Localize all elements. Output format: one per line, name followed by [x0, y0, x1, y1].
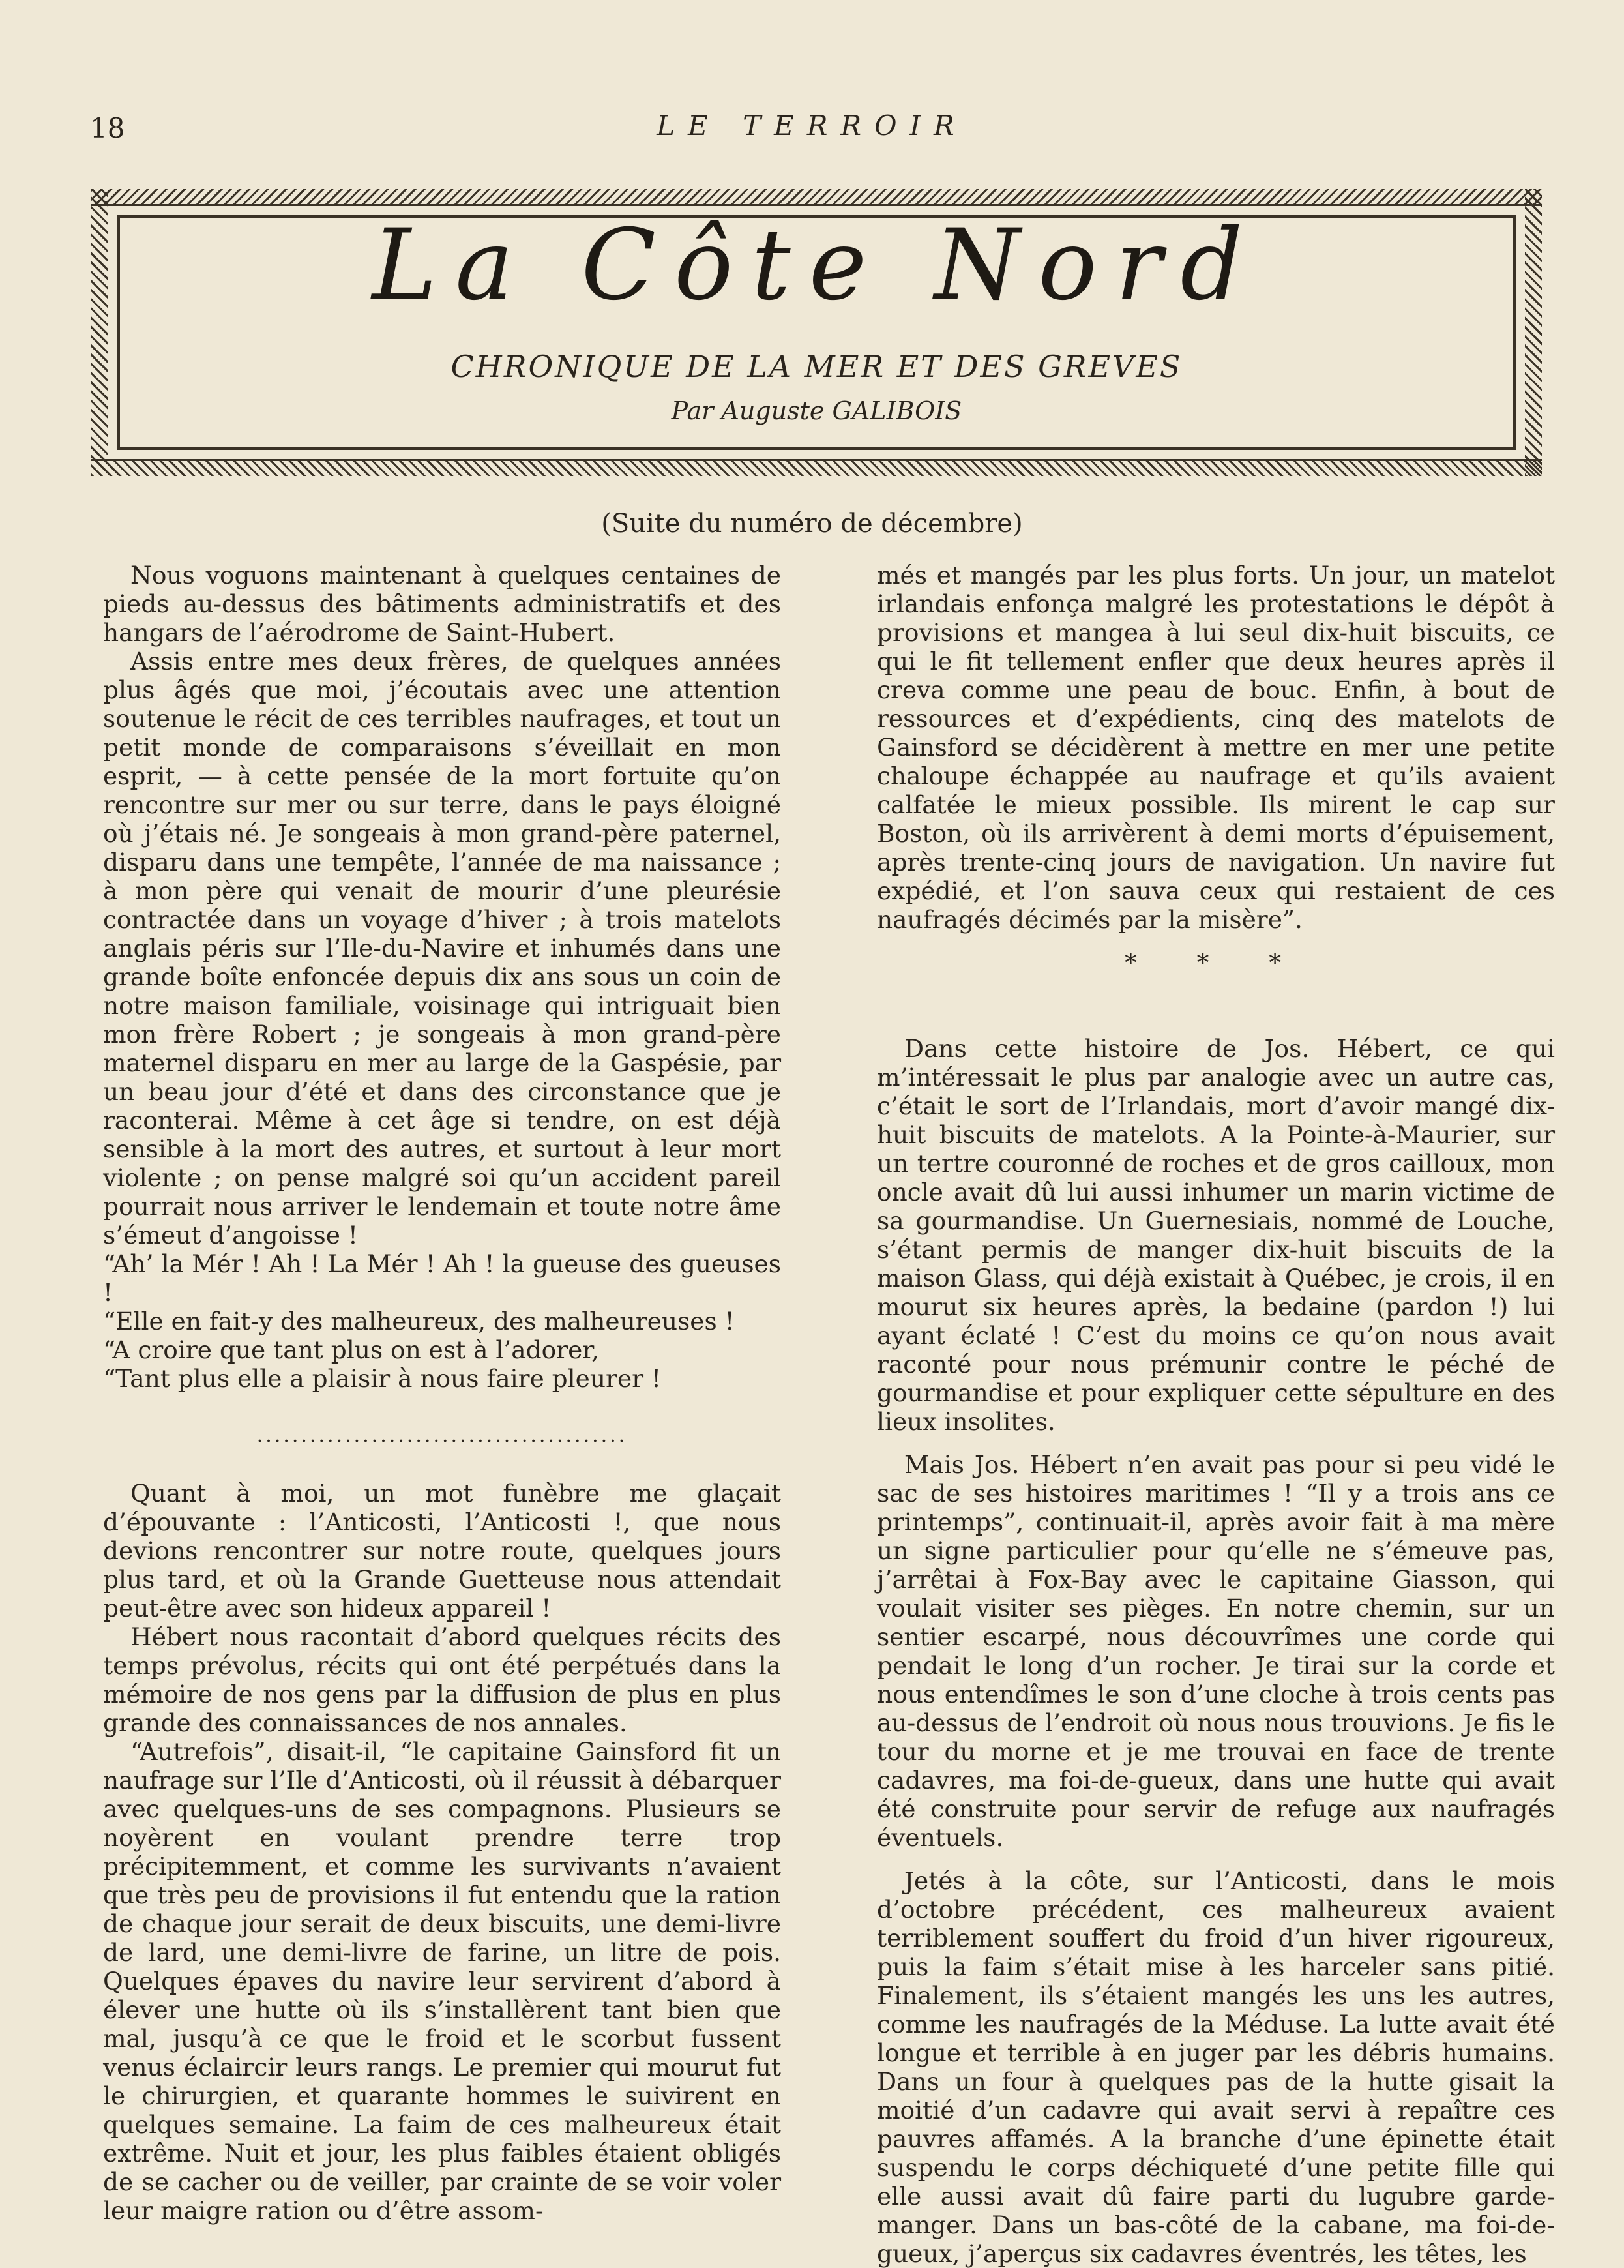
verse-line: “Ah’ la Mér ! Ah ! La Mér ! Ah ! la gueuse des gueuses ! [103, 1249, 781, 1307]
paragraph: Quant à moi, un mot funèbre me glaçait d’épouvante : l’Anticosti, l’Anticosti !, que nous devions rencontrer sur notre route, quelques jours plus tard, et où la Grande Guetteuse nous attendait peut-être avec son hideux appareil ! [103, 1479, 781, 1622]
article-byline: Par Auguste GALIBOIS [671, 396, 962, 425]
running-title: LE TERROIR [657, 110, 967, 142]
section-stars: * * * [1124, 948, 1308, 977]
paragraph: més et mangés par les plus forts. Un jour, un matelot irlandais enfonça malgré les protestations le dépôt à provisions et mangea à lui seul dix-huit biscuits, ce qui le fit tellement enfler que deux heures après il creva comme une peau de bouc. Enfin, à bout de ressources et d’expédients, cinq des matelots de Gainsford se décidèrent à mettre en mer une petite chaloupe échappée au naufrage et qu’ils avaient calfatée le mieux possible. Ils mirent le cap sur Boston, où ils arrivèrent à demi morts d’épuisement, après trente-cinq jours de navigation. Un navire fut expédié, et l’on sauva ceux qui restaient de ces naufragés décimés par la misère”. [877, 561, 1555, 934]
paragraph: Hébert nous racontait d’abord quelques récits des temps prévolus, récits qui ont été perpétués dans la mémoire de nos gens par la diffusion de plus en plus grande des connaissances de nos annales. [103, 1622, 781, 1737]
left-column [103, 561, 781, 2225]
paragraph: Assis entre mes deux frères, de quelques années plus âgés que moi, j’écoutais avec une attention soutenue le récit de ces terribles naufrages, et tout un petit monde de comparaisons s’éveillait en mon esprit, — à cette pensée de la mort fortuite qu’on rencontre sur mer ou sur terre, dans le pays éloigné où j’étais né. Je songeais à mon grand-père paternel, disparu dans une tempête, l’année de ma naissance ; à mon père qui venait de mourir d’une pleurésie contractée dans un voyage d’hiver ; à trois matelots anglais péris sur l’Ile-du-Navire et inhumés dans une grande boîte enfoncée depuis dix ans sous un coin de notre maison familiale, voisinage qui intriguait bien mon frère Robert ; je songeais à mon grand-père maternel disparu en mer au large de la Gaspésie, par un beau jour d’été et dans des circonstance que je raconterai. Même à cet âge si tendre, on est déjà sensible à la mort des autres, et surtout à leur mort violente ; on pense malgré soi qu’un accident pareil pourrait nous arriver le lendemain et toute notre âme s’émeut d’angoisse ! [103, 647, 781, 1249]
verse-line: “A croire que tant plus on est à l’adorer, [103, 1335, 600, 1364]
frame-border-bottom [91, 459, 1542, 476]
paragraph: Jetés à la côte, sur l’Anticosti, dans le mois d’octobre précédent, ces malheureux avaient terriblement souffert du froid d’un hiver rigoureux, puis la faim s’était mise à les harceler sans pitié. Finalement, ils s’étaient mangés les uns les autres, comme les naufragés de la Méduse. La lutte avait été longue et terrible à en juger par les débris humains. Dans un four à quelques pas de la hutte gisait la moitié d’un cadavre qui avait servi à repaître ces pauvres affamés. A la branche d’une épinette était suspendu le corps déchiqueté d’une petite fille qui elle aussi avait dû faire parti du lugubre garde-manger. Dans un bas-côté de la cabane, ma foi-de-gueux, j’aperçus six cadavres éventrés, les têtes, les [877, 1866, 1555, 2268]
article-subtitle: CHRONIQUE DE LA MER ET DES GREVES [450, 349, 1183, 384]
section-dots: .......................................... [256, 1424, 628, 1447]
title-frame [91, 189, 1542, 476]
paragraph: Nous voguons maintenant à quelques centaines de pieds au-dessus des bâtiments administratifs et des hangars de l’aérodrome de Saint-Hubert. [103, 561, 781, 647]
verse-line: “Elle en fait-y des malheureux, des malheureuses ! [103, 1307, 735, 1335]
continuation-note: (Suite du numéro de décembre) [601, 509, 1023, 539]
paragraph: Dans cette histoire de Jos. Hébert, ce qui m’intéressait le plus par analogie avec un autre cas, c’était le sort de l’Irlandais, mort d’avoir mangé dix-huit biscuits de matelots. A la Pointe-à-Maurier, sur un tertre couronné de roches et de gros cailloux, mon oncle avait dû lui aussi inhumer un marin victime de sa gourmandise. Un Guernesiais, nommé de Louche, s’étant permis de manger dix-huit biscuits de la maison Glass, qui déjà existait à Québec, je crois, il en mourut six heures après, la bedaine (pardon !) lui ayant éclaté ! C’est du moins ce qu’on nous avait raconté pour nous prémunir contre le péché de gourmandise et pour expliquer cette sépulture en des lieux insolites. [877, 1034, 1555, 1436]
paragraph: Mais Jos. Hébert n’en avait pas pour si peu vidé le sac de ses histoires maritimes ! “Il y a trois ans ce printemps”, continuait-il, après avoir fait à ma mère un signe particulier pour qu’elle ne s’émeuve pas, j’arrêtai à Fox-Bay avec le capitaine Giasson, qui voulait visiter ses pièges. En notre chemin, sur un sentier escarpé, nous découvrîmes une corde qui pendait le long d’un rocher. Je tirai sur la corde et nous entendîmes le son d’une cloche à trois cents pas au-dessus de l’endroit où nous nous trouvions. Je fis le tour du morne et je me trouvai en face de trente cadavres, ma foi-de-gueux, dans une hutte qui avait été construite pour servir de refuge aux naufragés éventuels. [877, 1450, 1555, 1852]
paragraph: “Autrefois”, disait-il, “le capitaine Gainsford fit un naufrage sur l’Ile d’Anticosti, où il réussit à débarquer avec quelques-uns de ses compagnons. Plusieurs se noyèrent en voulant prendre terre trop précipitemment, et comme les survivants n’avaient que très peu de provisions il fut entendu que la ration de chaque jour serait de deux biscuits, une demi-livre de lard, une demi-livre de farine, un litre de pois. Quelques épaves du navire leur servirent d’abord à élever une hutte où ils s’installèrent tant bien que mal, jusqu’à ce que le froid et le scorbut fussent venus éclaircir leurs rangs. Le premier qui mourut fut le chirurgien, et quarante hommes le suivirent en quelques semaine. La faim de ces malheureux était extrême. Nuit et jour, les plus faibles étaient obligés de se cacher ou de veiller, par crainte de se voir voler leur maigre ration ou d’être assom- [103, 1737, 781, 2225]
article-title: La Côte Nord [372, 209, 1262, 322]
frame-border-top [91, 189, 1542, 206]
verse-line: “Tant plus elle a plaisir à nous faire pleurer ! [103, 1364, 662, 1393]
page-number: 18 [90, 112, 125, 144]
right-column [877, 561, 1555, 2268]
